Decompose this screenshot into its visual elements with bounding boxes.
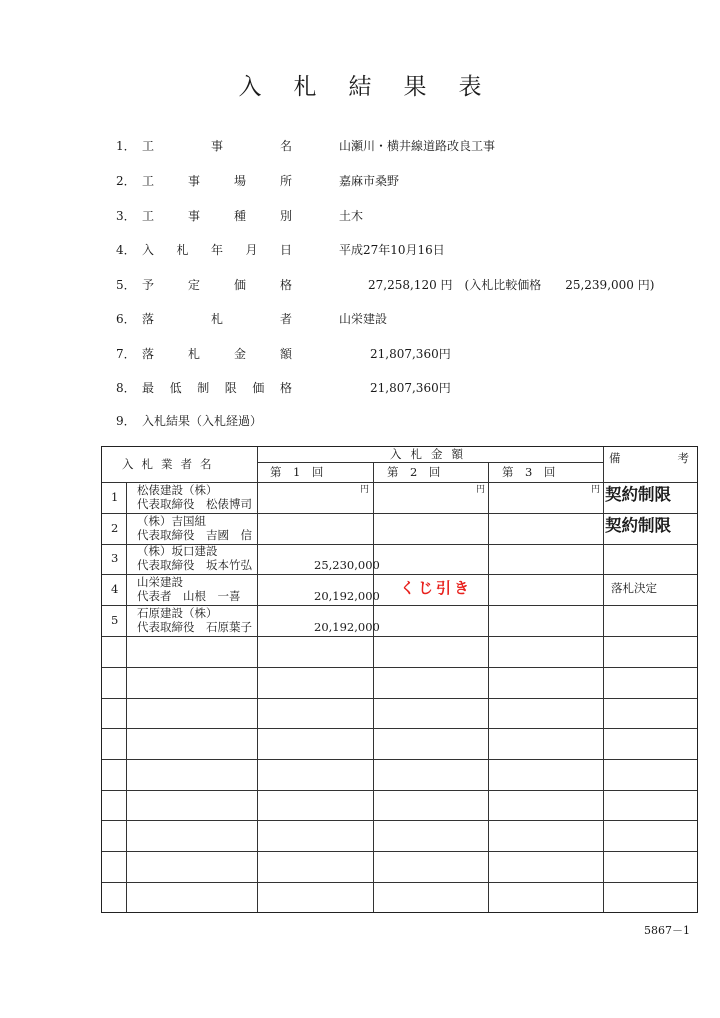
remark-awarded: 落札決定 [611, 581, 657, 595]
info-value-min-price: 21,807,360円 [370, 381, 451, 395]
grid-line [102, 882, 697, 883]
label-char: 場 [233, 174, 246, 188]
company-representative: 代表取締役 坂本竹弘 [137, 558, 252, 572]
label-char: 種 [233, 209, 246, 223]
section-label: 入札結果（入札経過） [142, 414, 263, 428]
company-name: 石原建設（株） [137, 606, 218, 620]
label-char: 限 [224, 381, 237, 395]
label-text [142, 345, 292, 362]
row-number: 4 [111, 582, 119, 596]
header-round-3: 第 3 回 [502, 465, 556, 479]
info-label-date: 4． 入 札 年 月 日 [116, 243, 292, 257]
company-representative: 代表取締役 吉國 信 [137, 528, 252, 542]
label-char: 別 [279, 209, 292, 223]
info-value-planned-price: 27,258,120 円 (入札比較価格 25,239,000 円) [368, 278, 655, 292]
info-label-winner: 6． 落 札 者 [116, 312, 292, 326]
yen-unit: 円 [360, 485, 370, 495]
grid-line [126, 482, 127, 912]
label-char: 者 [279, 312, 292, 326]
header-round-1: 第 1 回 [270, 465, 324, 479]
remark-contract-restriction: 契約制限 [605, 485, 671, 504]
label-text [142, 276, 292, 293]
grid-line [488, 462, 489, 912]
info-label-location: 2． 工 事 場 所 [116, 174, 292, 188]
label-text [142, 379, 292, 396]
row-number: 3 [111, 551, 119, 565]
yen-unit: 円 [476, 485, 486, 495]
grid-line [603, 447, 604, 912]
label-char: 落 [142, 312, 155, 326]
bid-amount-round-1: 20,192,000 [314, 589, 380, 603]
label-char: 事 [187, 174, 200, 188]
grid-line [102, 790, 697, 791]
label-char: 格 [279, 381, 292, 395]
label-text [142, 172, 292, 189]
info-label-min-price: 8． 最 低 制 限 価 格 [116, 381, 292, 395]
label-char: 年 [210, 243, 223, 257]
bid-amount-round-1: 25,230,000 [314, 558, 380, 572]
yen-unit: 円 [591, 485, 601, 495]
label-text [142, 137, 292, 154]
grid-line [373, 462, 374, 912]
grid-line [102, 728, 697, 729]
bid-results-table [101, 446, 698, 913]
label-char: 入 [142, 243, 155, 257]
grid-line [102, 851, 697, 852]
label-char: 工 [142, 209, 155, 223]
label-char: 札 [176, 243, 189, 257]
info-label-project-name: 1． 工 事 名 [116, 139, 292, 153]
info-label-type: 3． 工 事 種 別 [116, 209, 292, 223]
label-text [142, 207, 292, 224]
info-value-location: 嘉麻市桑野 [339, 174, 400, 188]
label-char: 日 [279, 243, 292, 257]
grid-line [102, 698, 697, 699]
label-char: 価 [252, 381, 265, 395]
company-name: 松俵建設（株） [137, 483, 218, 497]
info-value-project-name: 山瀬川・横井線道路改良工事 [339, 139, 496, 153]
label-char: 予 [142, 278, 155, 292]
label-char: 額 [279, 347, 292, 361]
label-text [142, 310, 292, 327]
label-char: 低 [169, 381, 182, 395]
label-char: 名 [279, 139, 292, 153]
grid-line [102, 759, 697, 760]
grid-line [257, 447, 258, 912]
company-representative: 代表取締役 松俵博司 [137, 497, 252, 511]
grid-line [102, 820, 697, 821]
label-char: 札 [187, 347, 200, 361]
label-char: 定 [187, 278, 200, 292]
company-name: （株）坂口建設 [137, 544, 218, 558]
info-value-winning-amount: 21,807,360円 [370, 347, 451, 361]
label-text [142, 241, 292, 258]
lottery-note: くじ引き [400, 579, 473, 597]
remark-contract-restriction: 契約制限 [605, 516, 671, 535]
header-amount: 入札金額 [390, 447, 472, 461]
label-char: 格 [279, 278, 292, 292]
info-value-type: 土木 [339, 209, 364, 223]
label-char: 事 [187, 209, 200, 223]
company-name: （株）吉国組 [137, 514, 206, 528]
label-char: 最 [142, 381, 155, 395]
company-representative: 代表者 山根 一喜 [137, 589, 241, 603]
label-char: 札 [210, 312, 223, 326]
header-remarks [609, 452, 689, 465]
info-value-date: 平成27年10月16日 [339, 243, 445, 257]
row-number: 5 [111, 613, 119, 627]
label-char: 落 [142, 347, 155, 361]
info-value-winner: 山栄建設 [339, 312, 388, 326]
header-bidder: 入札業者名 [122, 457, 220, 471]
remarks-char: 考 [677, 451, 689, 465]
label-char: 制 [197, 381, 210, 395]
info-label-winning-amount: 7． 落 札 金 額 [116, 347, 292, 361]
label-char: 事 [210, 139, 223, 153]
page-footer-code: 5867－1 [644, 924, 690, 937]
label-char: 価 [233, 278, 246, 292]
label-char: 工 [142, 174, 155, 188]
label-char: 所 [279, 174, 292, 188]
label-char: 工 [142, 139, 155, 153]
label-char: 月 [245, 243, 258, 257]
section-bid-results-heading: 9． 入札結果（入札経過） [116, 414, 263, 428]
remarks-char: 備 [609, 451, 621, 465]
page-title: 入札結果表 [238, 74, 514, 100]
row-number: 2 [111, 521, 119, 535]
row-number: 1 [111, 490, 119, 504]
grid-line [257, 462, 603, 463]
grid-line [102, 636, 697, 637]
company-representative: 代表取締役 石原葉子 [137, 620, 252, 634]
company-name: 山栄建設 [137, 575, 183, 589]
grid-line [102, 667, 697, 668]
header-round-2: 第 2 回 [387, 465, 441, 479]
info-label-planned-price: 5． 予 定 価 格 [116, 278, 292, 292]
grid-line [102, 574, 697, 575]
label-char: 金 [233, 347, 246, 361]
bid-amount-round-1: 20,192,000 [314, 620, 380, 634]
